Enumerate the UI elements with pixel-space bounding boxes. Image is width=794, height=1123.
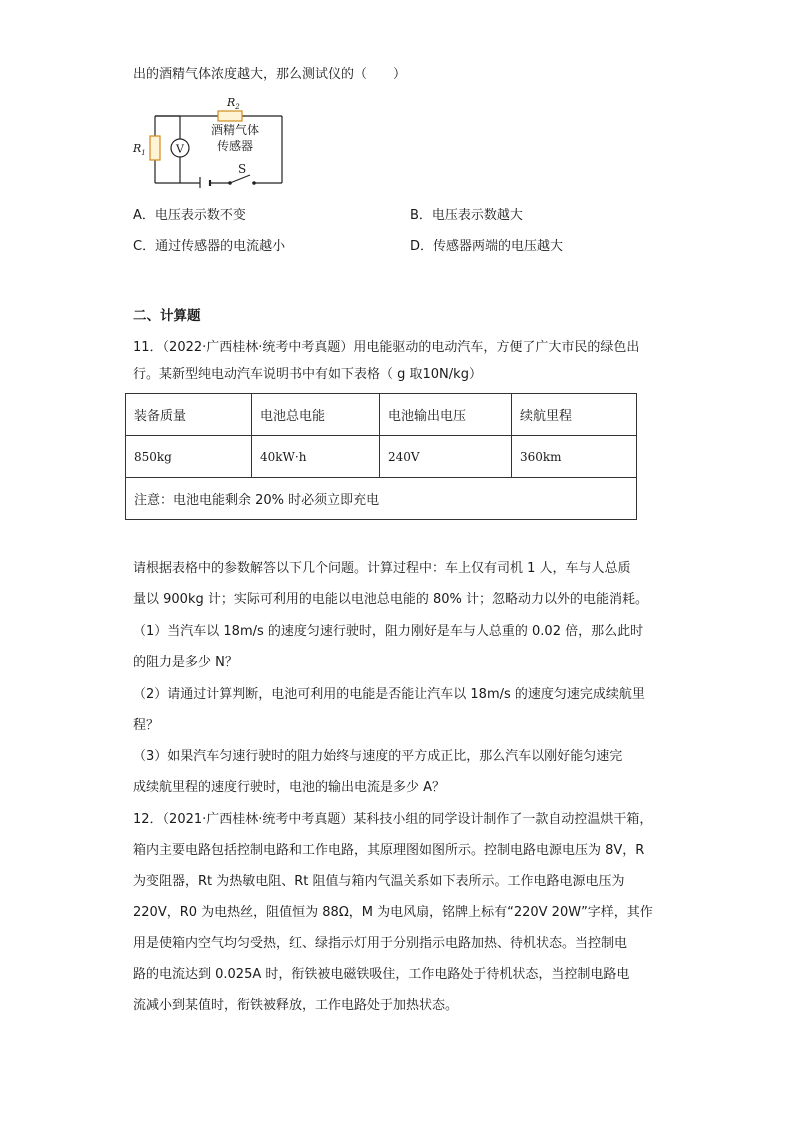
table-cell: 360km <box>512 436 637 478</box>
q11-part1-b: 的阻力是多少 N？ <box>133 655 238 670</box>
r2-label: $R_2$ <box>227 96 240 111</box>
table-cell: 40kW·h <box>252 436 380 478</box>
table-cell: 240V <box>380 436 512 478</box>
q12-line5: 用是使箱内空气均匀受热，红、绿指示灯用于分别指示电路加热、待机状态。当控制电 <box>133 936 628 951</box>
r1-resistor <box>150 136 160 160</box>
table-header-cell: 装备质量 <box>126 394 252 436</box>
q11-line4: 量以 900kg 计；实际可利用的电能以电池总电能的 80% 计；忽略动力以外的电能消耗。 <box>133 592 649 607</box>
table-header-cell: 电池总电能 <box>252 394 380 436</box>
table-header-row <box>126 394 637 436</box>
r1-label: $R_1$ <box>133 142 146 157</box>
q12-line2: 箱内主要电路包括控制电路和工作电路，其原理图如图所示。控制电路电源电压为 8V，R <box>133 843 645 858</box>
table-note-row <box>126 478 637 520</box>
q11-line2: 行。某新型纯电动汽车说明书中有如下表格（ g 取10N/kg） <box>133 367 482 382</box>
sensor-label-line2: 传感器 <box>216 139 254 153</box>
q11-line3: 请根据表格中的参数解答以下几个问题。计算过程中：车上仅有司机 1 人，车与人总质 <box>133 561 631 576</box>
switch-label: S <box>238 162 247 176</box>
sensor-label-line1: 酒精气体 <box>210 123 260 137</box>
q11-part2-b: 程？ <box>133 718 160 733</box>
q11-part3-b: 成续航里程的速度行驶时，电池的输出电流是多少 A？ <box>133 780 446 795</box>
q12-line6: 路的电流达到 0.025A 时，衔铁被电磁铁吸住，工作电路处于待机状态，当控制电路电 <box>133 967 630 982</box>
car-spec-table <box>125 393 637 520</box>
q12-line3: 为变阻器，Rt 为热敏电阻、Rt 阻值与箱内气温关系如下表所示。工作电路电源电压为 <box>133 874 625 889</box>
r2-resistor <box>218 111 242 121</box>
voltmeter-label: V <box>176 142 184 156</box>
q11-part2-a: （2）请通过计算判断，电池可利用的电能是否能让汽车以 18m/s 的速度匀速完成续航里 <box>133 687 645 702</box>
table-note: 注意：电池电能剩余 20% 时必须立即充电 <box>126 478 637 520</box>
q10-stem-tail: 出的酒精气体浓度越大，那么测试仪的（ ） <box>133 67 407 82</box>
q12-line4: 220V，R0 为电热丝，阻值恒为 88Ω，M 为电风扇，铭牌上标有“220V 20W”字样，其作 <box>133 905 653 920</box>
option-d: D．传感器两端的电压越大 <box>410 239 564 254</box>
q11-line1: 11．（2022·广西桂林·统考中考真题）用电能驱动的电动汽车，方便了广大市民的绿色出 <box>133 340 640 355</box>
option-c: C．通过传感器的电流越小 <box>133 239 286 254</box>
table-cell: 850kg <box>126 436 252 478</box>
section-title: 二、计算题 <box>133 308 201 324</box>
option-b: B．电压表示数越大 <box>410 208 523 223</box>
q11-part3-a: （3）如果汽车匀速行驶时的阻力始终与速度的平方成正比，那么汽车以刚好能匀速完 <box>133 749 623 764</box>
table-header-cell: 电池输出电压 <box>380 394 512 436</box>
q12-line1: 12．（2021·广西桂林·统考中考真题）某科技小组的同学设计制作了一款自动控温烘干箱， <box>133 812 653 827</box>
q12-line7: 流减小到某值时，衔铁被释放，工作电路处于加热状态。 <box>133 998 459 1013</box>
table-row <box>126 436 637 478</box>
alcohol-tester-circuit-diagram <box>130 92 290 188</box>
table-header-cell: 续航里程 <box>512 394 637 436</box>
option-a: A．电压表示数不变 <box>133 208 246 223</box>
q11-part1-a: （1）当汽车以 18m/s 的速度匀速行驶时，阻力刚好是车与人总重的 0.02 倍，那么此时 <box>133 624 644 639</box>
